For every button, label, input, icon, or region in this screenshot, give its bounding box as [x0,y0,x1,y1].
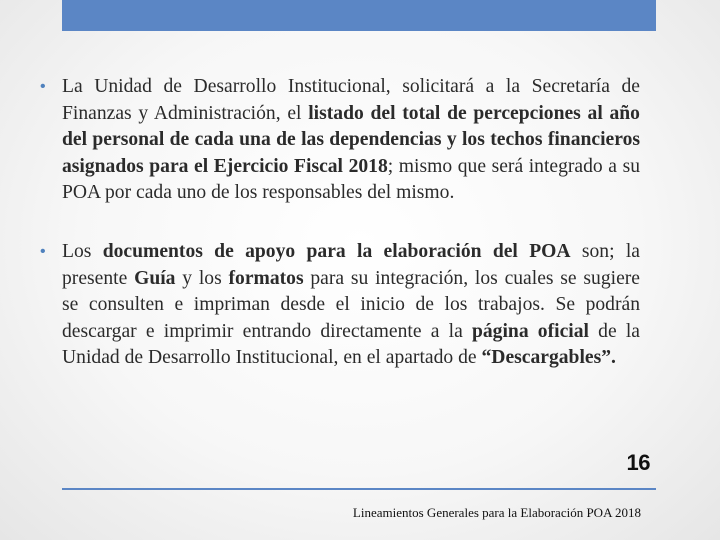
segment: listado del total de percepciones al año del personal de cada una de las dependencias y los techos financieros asignados para el Ejercicio Fiscal 2018 [62,102,640,177]
segment: La Unidad de Desarrollo Institucional, solicitará a la Secretaría de Finanzas y Administración, el [62,76,640,124]
slide-content [40,74,640,372]
segment: son; la presente [62,240,640,289]
segment: Guía [134,267,176,289]
page-number: 16 [626,450,650,475]
footer-text: Lineamientos Generales para la Elaboración POA 2018 [352,505,641,520]
segment: documentos de apoyo para la elaboración del POA [102,240,571,262]
top-banner [62,0,656,31]
segment: Los [62,240,103,262]
segment: página oficial [471,320,589,342]
segment: “Descargables”. [481,347,616,369]
bullet-paragraph-2 [40,239,640,372]
segment: ; mismo que será integrado a su POA por cada uno de los responsables del mismo. [62,155,640,204]
segment: formatos [228,267,304,289]
segment: y los [175,267,229,289]
bullet-paragraph-1 [40,74,640,207]
footer-divider [62,488,656,490]
segment: para su integración, los cuales se sugiere se consulten e impriman desde el inicio de los trabajos. Se podrán descargar e imprimir entrando directamente a la [62,267,641,342]
bullet-dot-icon: • [40,78,46,95]
bullet-dot-icon: • [40,242,46,260]
segment: de la Unidad de Desarrollo Institucional, en el apartado de [62,320,640,369]
